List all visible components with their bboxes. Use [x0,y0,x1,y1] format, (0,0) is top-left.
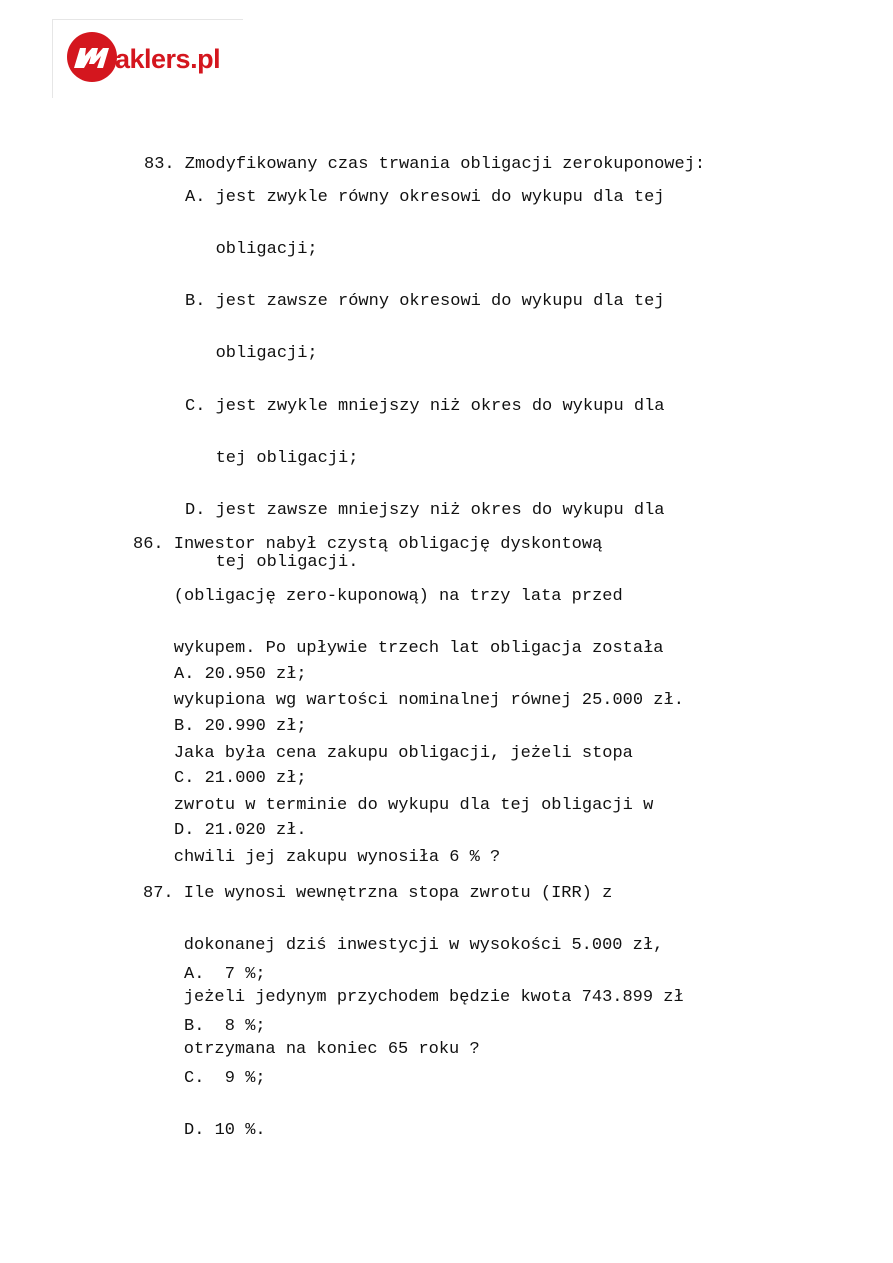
answer-line: B. jest zawsze równy okresowi do wykupu dla tej [185,292,665,312]
answer-line: A. 20.950 zł; [174,664,307,684]
answer-line: B. 8 %; [184,1017,266,1037]
answer-line: D. 21.020 zł. [174,821,307,841]
question-line: (obligację zero-kuponową) na trzy lata przed [133,587,623,607]
answer-line: tej obligacji; [185,448,359,468]
question-line: otrzymana na koniec 65 roku ? [143,1040,480,1060]
answer-line: B. 20.990 zł; [174,717,307,737]
answers-87 [184,931,266,1157]
maklers-m-logo-icon [66,30,120,84]
answer-line: D. 10 %. [184,1121,266,1141]
question-line: wykupiona wg wartości nominalnej równej 25.000 zł. [133,691,684,711]
site-logo [52,19,243,98]
answer-line: A. jest zwykle równy okresowi do wykupu dla tej [185,187,665,207]
answer-line: obligacji; [185,344,318,364]
answer-line: C. jest zwykle mniejszy niż okres do wykupu dla [185,396,665,416]
answer-line: C. 9 %; [184,1069,266,1089]
question-line: wykupem. Po upływie trzech lat obligacja została [133,639,664,659]
answer-line: A. 7 %; [184,964,266,984]
question-line: chwili jej zakupu wynosiła 6 % ? [133,848,501,868]
question-line: 87. Ile wynosi wewnętrzna stopa zwrotu (IRR) z [143,883,613,903]
answer-line: D. jest zawsze mniejszy niż okres do wykupu dla [185,501,665,521]
question-line: 83. Zmodyfikowany czas trwania obligacji zerokuponowej: [144,154,706,174]
answer-line: tej obligacji. [185,553,359,573]
logo-text: aklers.pl [115,44,221,74]
question-line: jeżeli jedynym przychodem będzie kwota 743.899 zł [143,988,684,1008]
question-line: zwrotu w terminie do wykupu dla tej obligacji w [133,795,654,815]
question-line: 86. Inwestor nabył czystą obligację dyskontową [133,534,603,554]
answer-line: obligacji; [185,240,318,260]
answer-line: C. 21.000 zł; [174,769,307,789]
question-line: dokonanej dziś inwestycji w wysokości 5.000 zł, [143,936,664,956]
question-line: Jaka była cena zakupu obligacji, jeżeli stopa [133,743,633,763]
answers-86 [174,631,307,857]
